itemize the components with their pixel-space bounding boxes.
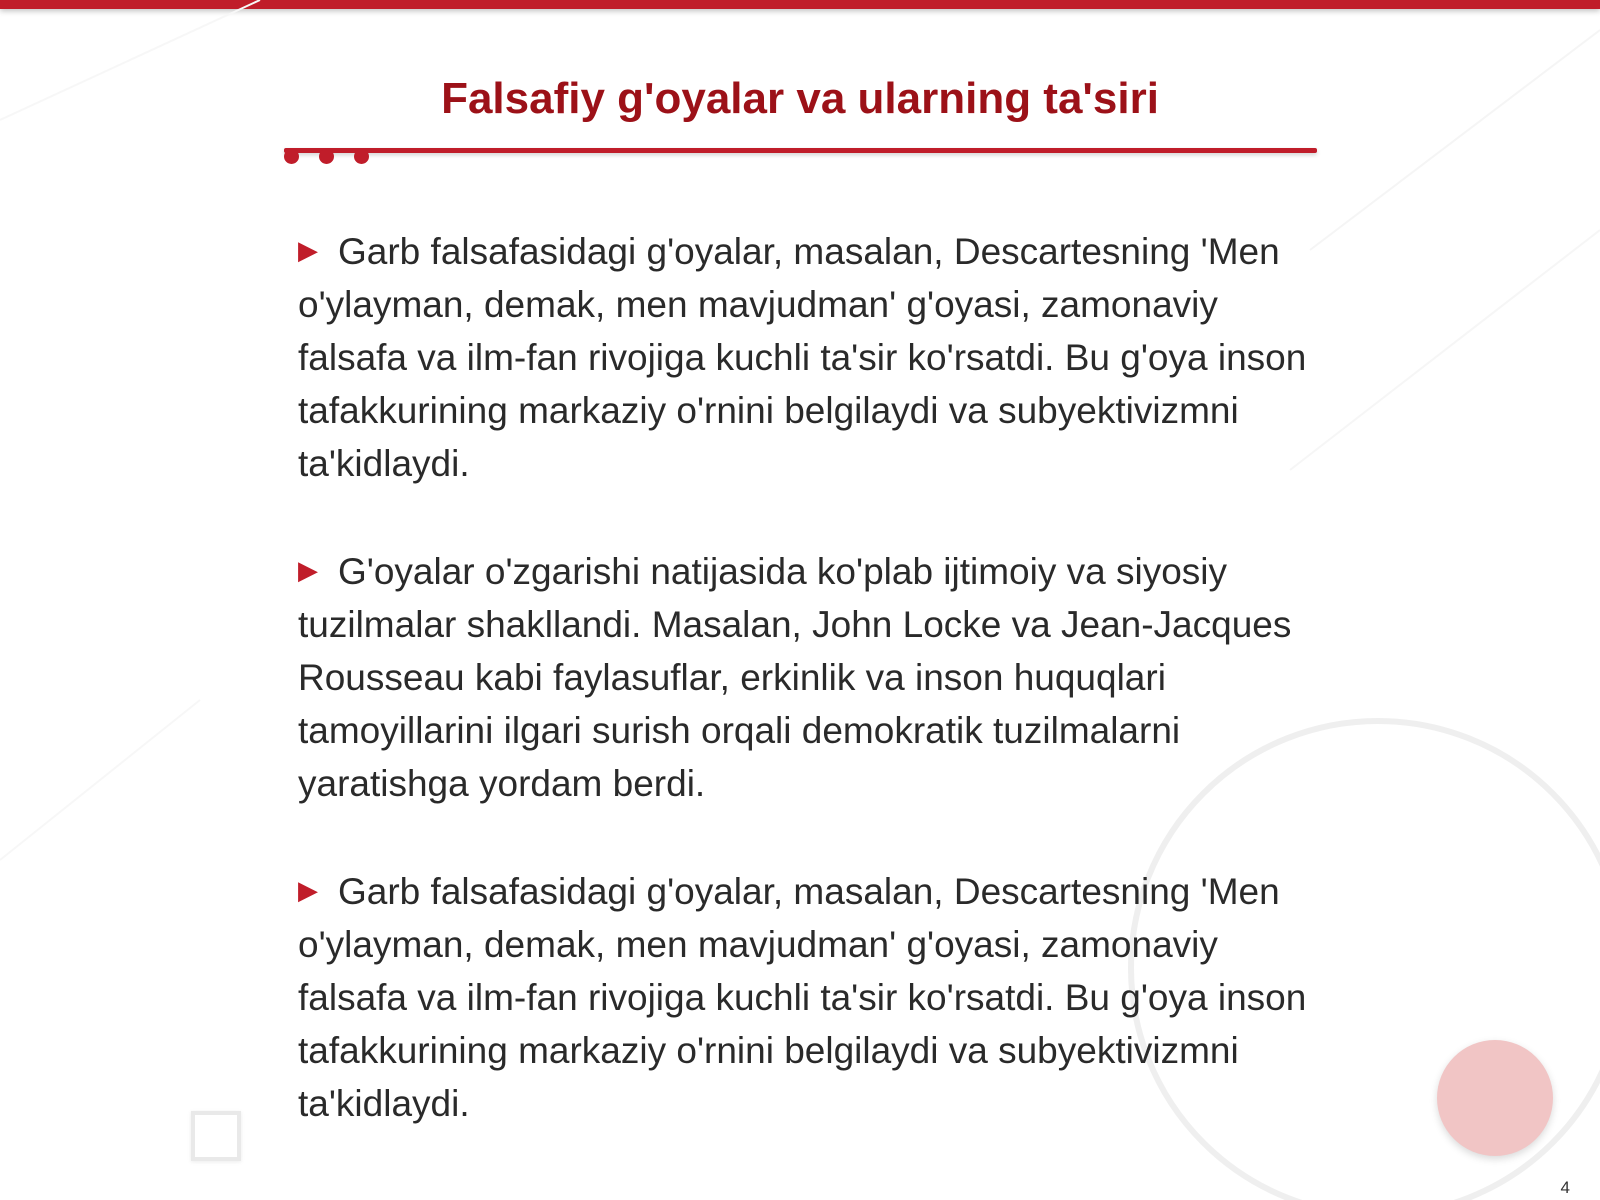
bullet-item bbox=[298, 864, 1308, 1130]
bullet-item bbox=[298, 224, 1308, 490]
triangle-right-icon: ▶ bbox=[298, 875, 318, 905]
bullet-item bbox=[298, 544, 1308, 810]
triangle-right-icon: ▶ bbox=[298, 555, 318, 585]
decorative-square bbox=[191, 1111, 241, 1161]
decorative-pink-circle bbox=[1437, 1040, 1553, 1156]
page-number: 4 bbox=[1560, 1178, 1570, 1197]
triangle-right-icon: ▶ bbox=[298, 235, 318, 265]
title-underline bbox=[284, 148, 1317, 153]
title-dot bbox=[319, 149, 334, 164]
bullet-list bbox=[298, 187, 1308, 1167]
bullet-text: Garb falsafasidagi g'oyalar, masalan, Descartesning 'Men o'ylayman, demak, men mavjudman' g'oyasi, zamonaviy falsafa va ilm-fan rivojiga kuchli ta'sir ko'rsatdi. Bu g'oya inson tafakkurining markaziy o'rnini belgilaydi va subyektivizmni ta'kidlaydi. bbox=[298, 231, 1307, 484]
bullet-text: Garb falsafasidagi g'oyalar, masalan, Descartesning 'Men o'ylayman, demak, men mavjudman' g'oyasi, zamonaviy falsafa va ilm-fan rivojiga kuchli ta'sir ko'rsatdi. Bu g'oya inson tafakkurining markaziy o'rnini belgilaydi va subyektivizmni ta'kidlaydi. bbox=[298, 871, 1307, 1124]
bullet-text: G'oyalar o'zgarishi natijasida ko'plab ijtimoiy va siyosiy tuzilmalar shakllandi. Masalan, John Locke va Jean-Jacques Rousseau kabi faylasuflar, erkinlik va inson huquqlari tamoyillarini ilgari surish orqali demokratik tuzilmalarni yaratishga yordam berdi. bbox=[298, 551, 1292, 804]
title-dot bbox=[284, 149, 299, 164]
slide-title: Falsafiy g'oyalar va ularning ta'siri bbox=[441, 74, 1159, 123]
title-dot bbox=[354, 149, 369, 164]
